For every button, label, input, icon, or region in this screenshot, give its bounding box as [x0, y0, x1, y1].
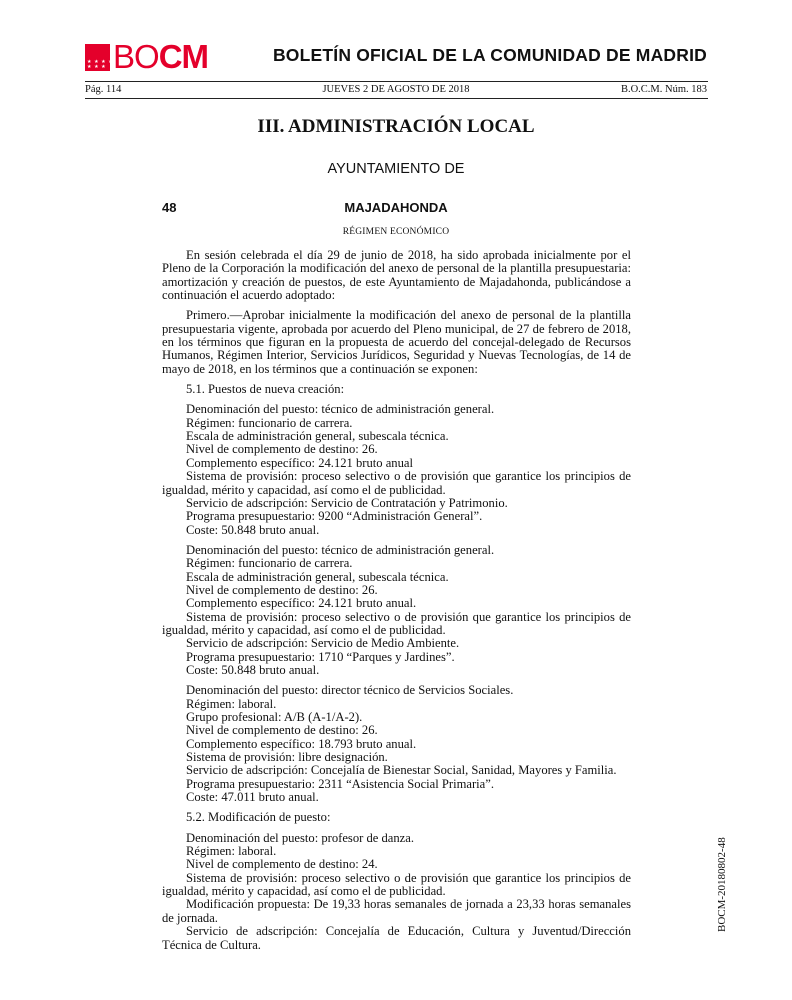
post-line: Sistema de provisión: proceso selectivo o de provisión que garantice los principios de igualdad, mérito y capacidad, así como el de publicidad.	[162, 609, 631, 637]
issue-number: B.O.C.M. Núm. 183	[620, 84, 707, 95]
post-line: Escala de administración general, subescala técnica.	[186, 569, 449, 584]
post-line: Régimen: funcionario de carrera.	[186, 556, 353, 571]
post-line: Régimen: laboral.	[186, 844, 277, 859]
madrid-flag-icon	[85, 44, 114, 71]
post-line: Coste: 50.848 bruto anual.	[186, 662, 320, 677]
intro-paragraph: En sesión celebrada el día 29 de junio de 2018, ha sido aprobada inicialmente por el Pleno de la Corporación la modificación del anexo de personal de la plantilla presupuestaria: amortización y creación de puestos, de este Ayuntamiento de Majadahonda, publicándose a continuación el acuerdo adoptado:	[162, 248, 631, 303]
logo-text-bo: BO	[113, 38, 159, 75]
post-block-4	[162, 832, 631, 952]
issue-date: JUEVES 2 DE AGOSTO DE 2018	[322, 84, 470, 95]
post-line: Programa presupuestario: 2311 “Asistencia Social Primaria”.	[186, 776, 494, 791]
header-rule-bottom	[85, 98, 708, 99]
post-line: Servicio de adscripción: Servicio de Contratación y Patrimonio.	[186, 495, 508, 510]
post-line: Denominación del puesto: técnico de administración general.	[186, 542, 495, 557]
post-line: Programa presupuestario: 1710 “Parques y Jardines”.	[186, 649, 455, 664]
post-line: Sistema de provisión: libre designación.	[186, 750, 388, 765]
logo-wordmark	[113, 38, 209, 75]
post-line: Sistema de provisión: proceso selectivo o de provisión que garantice los principios de igualdad, mérito y capacidad, así como el de publicidad.	[162, 469, 631, 497]
post-line: Nivel de complemento de destino: 24.	[186, 857, 378, 872]
post-line: Coste: 47.011 bruto anual.	[186, 790, 319, 805]
post-line: Complemento específico: 18.793 bruto anual.	[186, 736, 417, 751]
post-block-2	[162, 544, 631, 677]
bulletin-title: BOLETÍN OFICIAL DE LA COMUNIDAD DE MADRID	[272, 45, 707, 65]
post-line: Modificación propuesta: De 19,33 horas semanales de jornada a 23,33 horas semanales de jornada.	[162, 897, 631, 925]
post-line: Nivel de complemento de destino: 26.	[186, 723, 378, 738]
post-line: Servicio de adscripción: Concejalía de Educación, Cultura y Juventud/Dirección Técnica de Cultura.	[162, 924, 631, 952]
post-line: Programa presupuestario: 9200 “Administración General”.	[186, 509, 483, 524]
heading-new-posts: 5.1. Puestos de nueva creación:	[186, 382, 345, 397]
post-line: Denominación del puesto: técnico de administración general.	[186, 402, 495, 417]
post-line: Complemento específico: 24.121 bruto anual.	[186, 596, 417, 611]
announcement-number: 48	[162, 200, 177, 215]
logo-text-cm: CM	[158, 38, 209, 75]
bocm-logo	[85, 38, 209, 75]
post-line: Servicio de adscripción: Servicio de Medio Ambiente.	[186, 636, 460, 651]
post-line: Denominación del puesto: director técnico de Servicios Sociales.	[186, 683, 514, 698]
post-line: Complemento específico: 24.121 bruto anual	[186, 455, 413, 470]
post-line: Régimen: funcionario de carrera.	[186, 415, 353, 430]
post-line: Nivel de complemento de destino: 26.	[186, 582, 378, 597]
bocm-reference-code: BOCM-20180802-48	[716, 837, 728, 932]
announcement-body	[162, 249, 631, 952]
municipality-name: MAJADAHONDA	[344, 200, 448, 215]
section-title: III. ADMINISTRACIÓN LOCAL	[257, 116, 535, 137]
post-line: Escala de administración general, subescala técnica.	[186, 429, 449, 444]
header-rule-top	[85, 81, 708, 82]
page-number: Pág. 114	[85, 84, 122, 95]
post-block-1	[162, 403, 631, 536]
primero-paragraph: Primero.—Aprobar inicialmente la modificación del anexo de personal de la plantilla presupuestaria vigente, aprobada por acuerdo del Pleno municipal, de 27 de febrero de 2018, en los términos que figuran en la propuesta de acuerdo del concejal-delegado de Recursos Humanos, Régimen Interior, Servicios Jurídicos, Seguridad y Nuevas Tecnologías, de 14 de mayo de 2018, en los términos que a continuación se exponen:	[162, 308, 631, 376]
post-line: Coste: 50.848 bruto anual.	[186, 522, 320, 537]
post-block-3	[162, 684, 631, 804]
post-line: Sistema de provisión: proceso selectivo o de provisión que garantice los principios de igualdad, mérito y capacidad, así como el de publicidad.	[162, 870, 631, 899]
announcement-subject: RÉGIMEN ECONÓMICO	[342, 227, 450, 237]
post-line: Servicio de adscripción: Concejalía de Bienestar Social, Sanidad, Mayores y Familia.	[186, 763, 617, 778]
post-line: Régimen: laboral.	[186, 696, 277, 711]
logo-stars: ★ ★ ★ ★ ★ ★ ★	[87, 58, 114, 70]
ayuntamiento-label: AYUNTAMIENTO DE	[327, 161, 465, 177]
post-line: Nivel de complemento de destino: 26.	[186, 442, 378, 457]
post-line: Grupo profesional: A/B (A-1/A-2).	[186, 710, 363, 724]
heading-modified-post: 5.2. Modificación de puesto:	[186, 810, 331, 825]
post-line: Denominación del puesto: profesor de danza.	[186, 830, 415, 845]
